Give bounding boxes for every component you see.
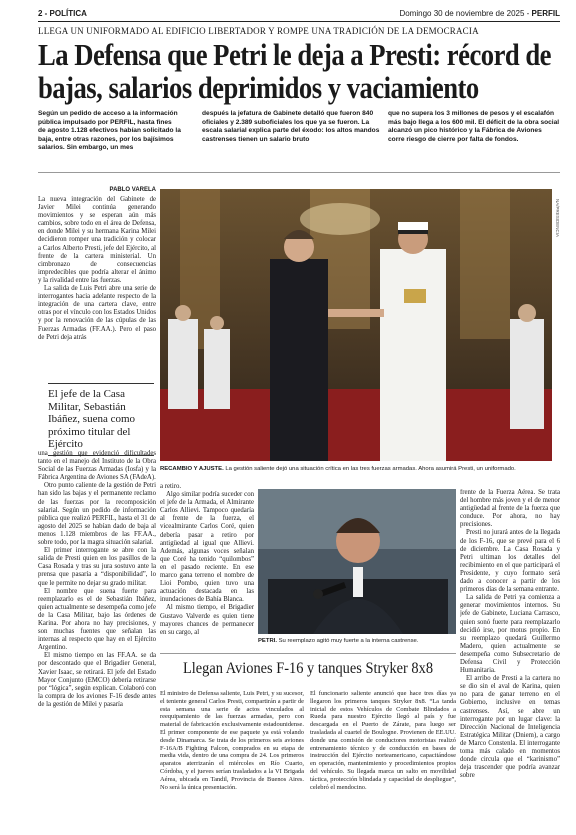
ceremony-photo-art <box>160 189 552 461</box>
petri-photo <box>258 489 456 634</box>
pull-quote: El jefe de la Casa Militar, Sebastián Ibáñez, suena como próximo titular del Ejército <box>48 383 154 456</box>
paper-name: PERFIL <box>531 9 560 18</box>
header-rule <box>38 21 560 22</box>
paragraph: El mismo tiempo en las FF.AA. se da por descontado que el Brigadier General, Xavier Isaac, se retirará. El jefe del Estado Mayor Conjunto (EMCO) debería retirarse por “lógica”, según explican. Colaboró con la compra de los aviones F-16 desde antes de la gestión de Milei y pasaría <box>38 652 156 708</box>
caption-lead: RECAMBIO Y AJUSTE. <box>160 466 224 472</box>
sidebar-col-1 <box>160 690 304 835</box>
body-col-1a <box>38 196 156 342</box>
kicker: LLEGA UN UNIFORMADO AL EDIFICIO LIBERTADOR Y ROMPE UNA TRADICIÓN DE LA DEMOCRACIA <box>38 26 479 36</box>
paragraph: La nueva integración del Gabinete de Javier Milei continúa generando movimientos y se esperan aún más cambios, sobre todo en el área de Defensa, en donde Milei y su hermana Karina Milei decidieron romper una tradición y colocar a Carlos Alberto Presti, jefe del Ejército, al frente de la cartera ministerial. Un cimbronazo de consecuencias impredecibles que podría alterar el ánimo y la rivalidad entre las fuerzas. <box>38 196 156 284</box>
paragraph: Al mismo tiempo, el Brigadier Gustavo Valverde es quien tiene mayores chances de permanecer en su cargo, al <box>160 604 254 636</box>
paragraph: La salida de Petri ya comienza a generar movimientos internos. Su jefe de Gabinete, Luciana Carrasco, quien sonó fuerte para reemplazarlo decidió irse, por motus propio. En su reemplazo quedará Guillermo Madero, quien actualmente se desempeña como Subsecretario de Defensa Civil y Protección Humanitaria. <box>460 594 560 675</box>
byline: PABLO VARELA <box>109 187 156 193</box>
paragraph: una gestión que evidenció dificultades tanto en el manejo del Instituto de la Obra Social de las Fuerzas Armadas (Iosfa) y la Fábrica Argentina de Aviones SA (FAdeA). <box>38 450 156 482</box>
paragraph: Otro punto caliente de la gestión de Petri han sido las bajas y el permanente reclamo de las fuerzas por la recomposición salarial. Según un pedido de información pública que realizó PERFIL, hasta el 31 de agosto del 2025 se habían dado de baja al menos 1.128 miembros de las FF.AA., sobre todo, por la magra situación salarial. <box>38 482 156 547</box>
paragraph: La salida de Luis Petri abre una serie de interrogantes hacia adelante respecto de la integración de una cartera clave, entre otras por el vínculo con los Estados Unidos y por la renovación de las cúpulas de las Fuerzas Armadas (FF.AA.). Pero el paso de Petri deja atrás <box>38 285 156 341</box>
lead-col-3: que no supera los 3 millones de pesos y el escalafón más bajo llega a los 600 mil. El déficit de la obra social alcanzó un pico histórico y la Fábrica de Aviones corre riesgo de cierre por falta de fondos. <box>388 110 560 143</box>
paragraph: Algo similar podría suceder con el jefe de la Armada, el Almirante Carlos Allievi. Tampoco quedaría al frente de la fuerza, el vicealmirante Carlos Coré, quien debería pasar a retiro por antigüedad al igual que Allievi. Además, algunas voces señalan que Coré ha tenido “quilombos” en el pasado reciente. En ese marco gana terreno el nombre de Lioi Pombo, quien tuvo una actuación destacada en las inundaciones de Bahía Blanca. <box>160 491 254 604</box>
body-col-2 <box>160 483 254 637</box>
lead-col-2: después la jefatura de Gabinete detalló que fueron 840 oficiales y 2.389 suboficiales los que ya se fueron. La escala salarial explica parte del éxodo: los altos mandos castrenses tienen un salario bruto <box>202 110 380 143</box>
paragraph: El ministro de Defensa saliente, Luis Petri, y su sucesor, el teniente general Carlos Presti, compartirán a partir de esta semana una serie de actos vinculados al reequipamiento de las fuerzas armadas, pero con material de fabricación exclusivamente estadounidense. El primer componente de ese paquete ya está volando desde Dinamarca. Se trata de los primeros seis aviones F-16A/B Fighting Falcon, comprados en su etapa de media vida, dentro de una compra de 24. Los primeros aparatos aterrizarán el miércoles en Río Cuarto, Córdoba, y el jueves serían trasladados a la VI Brigada Aérea, ubicada en Tandil, Provincia de Buenos Aires. No será la única presentación. <box>160 690 304 791</box>
paragraph: El primer interrogante se abre con la salida de Presti quien en los pasillos de la Casa Rosada y tras su jura sostuvo ante la prensa que pasaría a “disponibilidad”, lo que le permite no dejar su grado militar. <box>38 547 156 587</box>
paragraph: El funcionario saliente anunció que hace tres días ya llegaron los primeros tanques Stryker 8x8. “La tanda inicial de estos Vehículos de Combate Blindados a Rueda para nuestro Ejército llegó al país y fue descargada en el Puerto de Zárate, para luego ser trasladada al cuartel de Boulogne. Provienen de EE.UU. donde una comisión de conductores motoristas realizó entrenamiento técnico y de conducción en bases de instrucción del Ejército norteamericano, capacitándose en operación, mantenimiento y procedimientos propios del vehículo. Su llegada marca un salto en movilidad táctica, protección blindada y capacidad de despliegue”, celebró el mendocino. <box>310 690 456 791</box>
body-col-1b <box>38 450 156 835</box>
paragraph: Presti no jurará antes de la llegada de los F-16, que se prevé para el 6 de diciembre. La Casa Rosada y Petri ultiman los detalles del recibimiento en el que participará el Presidente, y cuyo formato será dado a conocer a partir de los primeros días de la semana entrante. <box>460 529 560 594</box>
ceremony-photo-caption <box>160 466 560 473</box>
photo-credit: NA/PRESIDENCIA <box>555 199 560 238</box>
caption-lead: PETRI. <box>258 638 277 644</box>
issue-date <box>399 9 560 18</box>
petri-photo-art <box>258 489 456 634</box>
lead-rule <box>38 172 560 173</box>
sidebar-col-2 <box>310 690 456 835</box>
paragraph: El arribo de Presti a la cartera no se dio sin el aval de Karina, quien no para de ganar terreno en el Gobierno, inclusive en temas castrenses. Así, se abre un interrogante por un lugar clave: la Dirección Nacional de Inteligencia Estratégica Militar (Dniem), a cargo de Marco Constenla. El interrogante toma más calado en momentos donde circula que el “karinismo” deja trascender que podría avanzar sobre <box>460 675 560 780</box>
lead-col-1: Según un pedido de acceso a la información pública impulsado por PERFIL, hasta fines de agosto 1.128 efectivos habían solicitado la baja, entre otras razones, por los bajísimos salarios. Sin embargo, un mes <box>38 110 181 152</box>
paragraph: frente de la Fuerza Aérea. Se trata del hombre más joven y el de menor antigüedad al frente de la fuerza que conduce. Por ahora, no hay precisiones. <box>460 489 560 529</box>
caption-text: La gestión saliente dejó una situación crítica en las tres fuerzas armadas. Ahora asumirá Presti, un uniformado. <box>225 466 516 472</box>
paragraph: El nombre que suena fuerte para reemplazarlo es el de Sebastián Ibáñez, quien actualmente se desempeña como jefe de la Casa Militar, bajo las órdenes de Karina. Por ahora no hay precisiones, y son muchas fuentes que señalan las internas al respecto que hay en el Ejército Argentino. <box>38 587 156 652</box>
caption-text: Su reemplazo agitó muy fuerte a la interna castrense. <box>278 638 419 644</box>
sidebar-headline: Llegan Aviones F-16 y tanques Stryker 8x8 <box>182 660 434 677</box>
page-header <box>38 9 560 21</box>
headline: La Defensa que Petri le deja a Presti: récord de bajas, salarios deprimidos y vaciamiento <box>38 37 551 105</box>
sidebar-rule <box>160 653 456 654</box>
paragraph: a retiro. <box>160 483 182 490</box>
petri-photo-caption <box>258 638 456 645</box>
body-col-3 <box>460 489 560 835</box>
date-text: Domingo 30 de noviembre de 2025 - <box>399 9 530 18</box>
ceremony-photo <box>160 189 552 461</box>
section-label: 2 - POLÍTICA <box>38 9 87 18</box>
